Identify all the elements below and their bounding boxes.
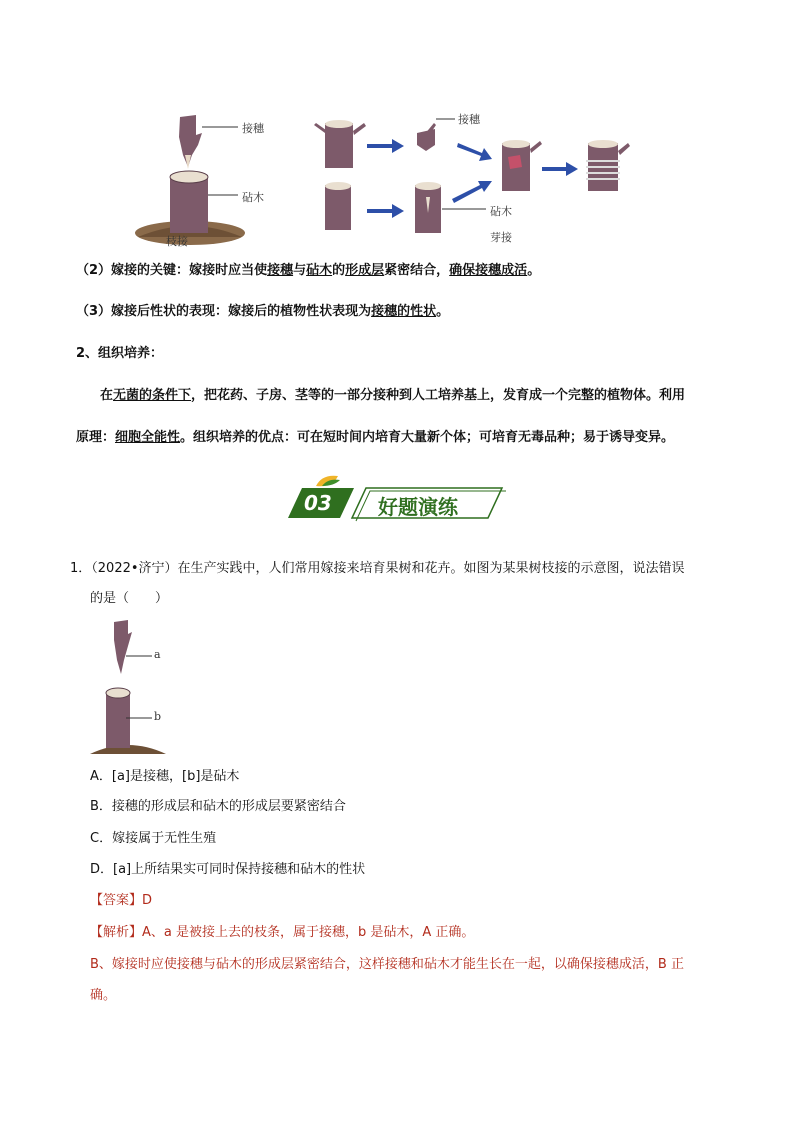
analysis-line-1 (90, 924, 474, 942)
point-3-key: 嫁接后性状的表现： (111, 304, 229, 319)
option-a: A．[a]是接穗，[b]是砧木 (90, 769, 240, 784)
section-banner (282, 474, 514, 522)
underlined-term: 无菌的条件下 (113, 388, 192, 403)
banner-title: 好题演练 (378, 495, 458, 519)
text-segment: 嫁接时应当使 (189, 263, 268, 278)
branch-grafting-drawing (135, 115, 245, 245)
analysis-line-2: B、嫁接时应使接穗与砧木的形成层紧密结合，这样接穗和砧木才能生长在一起，以确保接穗成活，B 正 (90, 957, 684, 972)
caption-bud-grafting: 芽接 (490, 231, 512, 244)
label-rootstock-right: 砧木 (490, 205, 512, 218)
point-2-prefix: （2） (76, 263, 112, 278)
question-stem-line-1: 1．（2022•济宁）在生产实践中，人们常用嫁接来培育果树和花卉。如图为某果树枝接的示意图，说法错误 (70, 561, 685, 576)
text-segment: 与 (293, 263, 307, 278)
underlined-term: 接穗 (267, 263, 294, 278)
point-3 (76, 303, 449, 321)
underlined-term: 接穗的性状 (371, 304, 437, 319)
answer-label: 【答案】 (90, 893, 143, 908)
label-scion-left: 接穗 (242, 122, 264, 135)
text-segment: 嫁接后的植物性状表现为 (228, 304, 372, 319)
branch-graft-illustration (88, 618, 168, 758)
point-3-prefix: （3） (76, 304, 112, 319)
analysis-label: 【解析】 (90, 925, 143, 940)
answer-value: D (142, 893, 153, 908)
text-segment: ，把花药、子房、茎等的一部分接种到人工培养基上，发育成一个完整的植物体。利用 (191, 388, 686, 403)
underlined-term: 形成层 (345, 263, 385, 278)
underlined-term: 砧木 (306, 263, 333, 278)
grafting-figure (130, 105, 660, 250)
point-2 (76, 262, 540, 280)
underlined-term: 确保接穗成活 (449, 263, 528, 278)
banner-number: 03 (304, 491, 332, 515)
point-3-body (228, 304, 449, 319)
text-segment: 原理： (76, 430, 116, 445)
question-figure (88, 618, 168, 758)
option-b: B．接穗的形成层和砧木的形成层要紧密结合 (90, 799, 346, 814)
text-segment: 。 (436, 304, 450, 319)
point-2-body (189, 263, 540, 278)
text-segment: 的 (332, 263, 346, 278)
point-2-key: 嫁接的关键： (111, 263, 190, 278)
figure-label-a: a (154, 648, 161, 661)
option-c: C．嫁接属于无性生殖 (90, 831, 217, 846)
text-segment: 。组织培养的优点：可在短时间内培育大量新个体；可培育无毒品种；易于诱导变异。 (180, 430, 675, 445)
process-arrows (367, 139, 578, 218)
bud-grafting-drawing (314, 120, 630, 233)
analysis-line-3: 确。 (90, 988, 117, 1003)
analysis-text-1: A、a 是被接上去的枝条，属于接穗，b 是砧木，A 正确。 (142, 925, 475, 940)
figure-label-b: b (154, 710, 162, 723)
section-2-heading: 2、组织培养： (76, 346, 164, 361)
section-2-line-1 (100, 387, 685, 405)
label-rootstock-left: 砧木 (242, 191, 264, 204)
caption-branch-grafting: 枝接 (166, 235, 188, 248)
question-stem-line-2: 的是（ ） (90, 591, 169, 606)
label-scion-right: 接穗 (458, 113, 480, 126)
option-d: D．[a]上所结果实可同时保持接穗和砧木的性状 (90, 862, 366, 877)
underlined-term: 细胞全能性 (115, 430, 181, 445)
section-2-line-2 (76, 429, 674, 447)
text-segment: 紧密结合， (384, 263, 450, 278)
text-segment: 在 (100, 388, 114, 403)
text-segment: 。 (527, 263, 541, 278)
answer (90, 892, 152, 910)
grafting-illustration (130, 105, 660, 250)
